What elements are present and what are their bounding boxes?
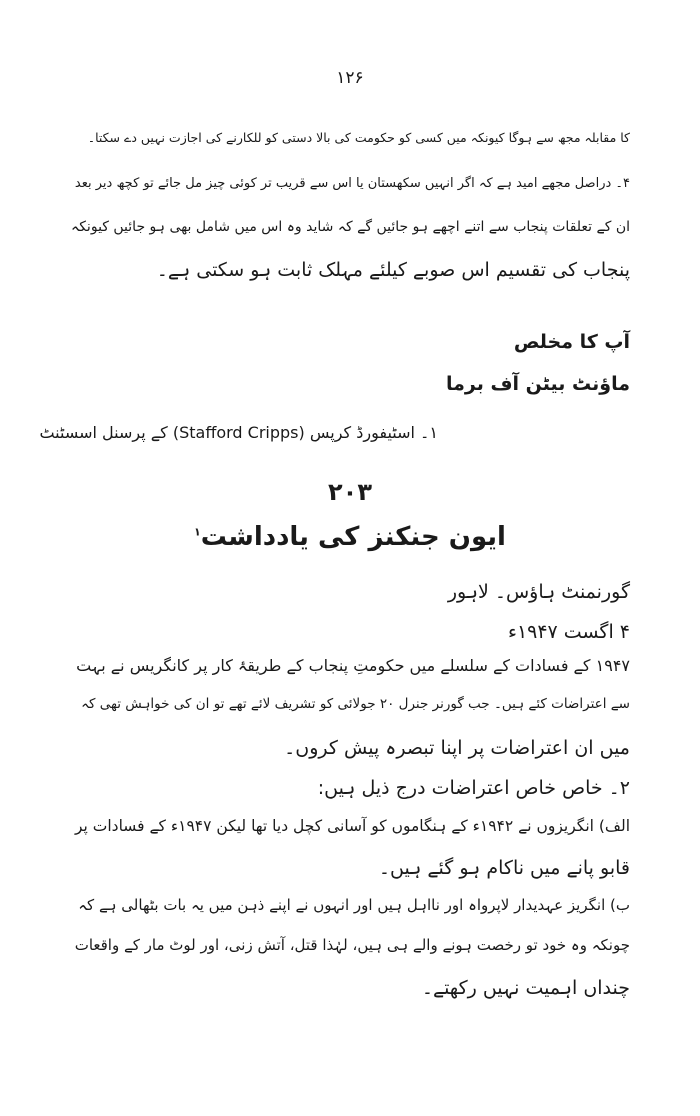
memo-line-9: چنداں اہمیت نہیں رکھتے۔ — [421, 977, 630, 999]
memo-date: ۴ اگست ۱۹۴۷ء — [508, 621, 630, 643]
memo-line-7: ب) انگریز عہدیدار لاپرواہ اور نااہل ہیں اور انہوں نے اپنے ذہن میں یہ بات بٹھالی ہے کہ — [78, 896, 630, 914]
memo-location: گورنمنٹ ہاؤس۔ لاہور — [447, 581, 630, 603]
memo-line-5: الف) انگریزوں نے ۱۹۴۲ء کے ہنگاموں کو آسانی کچل دیا تھا لیکن ۱۹۴۷ء کے فسادات پر — [74, 817, 630, 835]
letter-closing: آپ کا مخلص — [513, 331, 630, 353]
letter-line-3: ان کے تعلقات پنجاب سے اتنے اچھے ہو جائیں گے کہ شاید وہ اس میں شامل بھی ہو جائیں کیونکہ — [71, 219, 630, 235]
letter-line-4: پنجاب کی تقسیم اس صوبے کیلئے مہلک ثابت ہو سکتی ہے۔ — [156, 259, 630, 281]
page-number: ۱۲۶ — [336, 68, 364, 88]
memo-line-8: چونکہ وہ خود تو رخصت ہونے والے ہی ہیں، لہٰذا قتل، آتش زنی، اور لوٹ مار کے واقعات — [74, 936, 630, 954]
section-number: ۲۰۳ — [328, 478, 372, 506]
letter-signature: ماؤنٹ بیٹن آف برما — [446, 373, 630, 395]
letter-line-2: ۴۔ دراصل مجھے امید ہے کہ اگر انہیں سکھستان یا اس سے قریب تر کوئی چیز مل جائے تو کچھ دیر بعد — [74, 176, 630, 191]
memo-line-3: میں ان اعتراضات پر اپنا تبصرہ پیش کروں۔ — [284, 737, 630, 759]
memo-line-1: ۱۹۴۷ کے فسادات کے سلسلے میں حکومتِ پنجاب کے طریقۂ کار پر کانگریس نے بہت — [76, 656, 630, 675]
section-title — [0, 522, 700, 552]
memo-line-6: قابو پانے میں ناکام ہو گئے ہیں۔ — [378, 857, 630, 879]
memo-line-4: ۲۔ خاص خاص اعتراضات درج ذیل ہیں: — [317, 777, 630, 799]
footnote-marker: ۱ — [194, 525, 201, 539]
memo-line-2: سے اعتراضات کئے ہیں۔ جب گورنر جنرل ۲۰ جولائی کو تشریف لائے تھے تو ان کی خواہش تھی کہ — [81, 696, 630, 712]
section-title-text: ایون جنکنز کی یادداشت — [200, 522, 506, 552]
letter-line-1: کا مقابلہ مجھ سے ہوگا کیونکہ میں کسی کو حکومت کی بالا دستی کو للکارنے کی اجازت نہیں دے سکتا۔ — [87, 130, 630, 145]
footnote: ۱۔ اسٹیفورڈ کرپس (Stafford Cripps) کے پرسنل اسسٹنٹ — [39, 423, 438, 442]
